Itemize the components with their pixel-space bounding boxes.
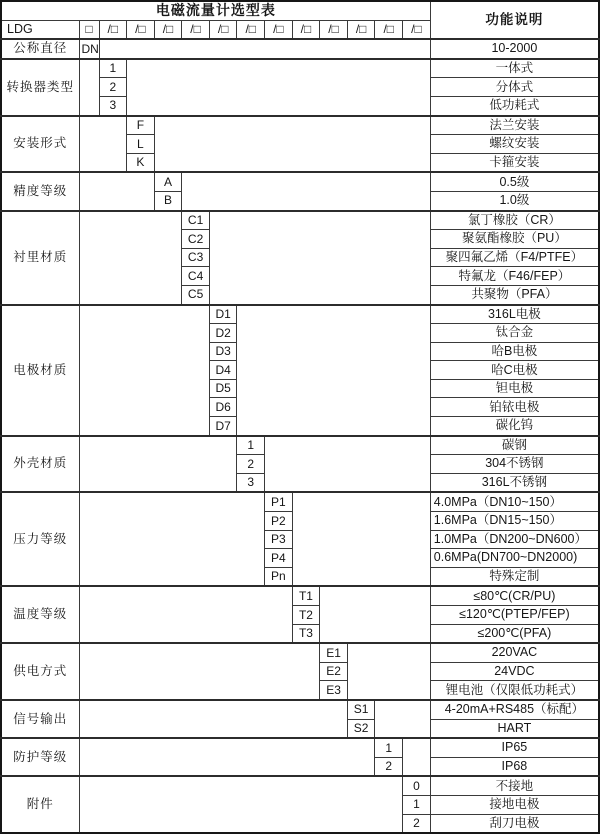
- spacer-cell: [375, 700, 430, 738]
- code-slot: /□: [127, 20, 155, 39]
- spacer-cell: [237, 305, 430, 436]
- option-desc: 分体式: [430, 78, 599, 97]
- option-code: 3: [237, 473, 265, 492]
- option-code: D3: [209, 342, 237, 361]
- option-code: C5: [182, 285, 210, 304]
- spacer-cell: [292, 492, 430, 586]
- option-desc: ≤80℃(CR/PU): [430, 586, 599, 605]
- category-row-installation: [1, 116, 599, 135]
- option-desc: 碳化钨: [430, 417, 599, 436]
- option-code: 0: [403, 776, 431, 795]
- option-desc: 1.0MPa（DN200~DN600）: [430, 530, 599, 549]
- category-label: 供电方式: [1, 643, 79, 700]
- option-desc: 4-20mA+RS485（标配）: [430, 700, 599, 719]
- spacer-cell: [79, 116, 127, 173]
- category-label: 外壳材质: [1, 436, 79, 493]
- option-desc: 共聚物（PFA）: [430, 285, 599, 304]
- code-slot: /□: [265, 20, 293, 39]
- option-code: 1: [99, 59, 127, 78]
- page-title: 电磁流量计选型表: [1, 1, 430, 20]
- code-box: □: [79, 20, 99, 39]
- option-desc: 10-2000: [430, 39, 599, 59]
- code-slot: /□: [99, 20, 127, 39]
- spacer-cell: [79, 586, 292, 643]
- option-desc: 钽电极: [430, 379, 599, 398]
- option-code: C2: [182, 230, 210, 249]
- option-code: P2: [265, 512, 293, 531]
- title-row: [1, 1, 599, 20]
- spacer-cell: [79, 59, 99, 116]
- category-row-protection: [1, 738, 599, 757]
- option-desc: 316L不锈钢: [430, 473, 599, 492]
- category-row-signal: [1, 700, 599, 719]
- option-code: E3: [320, 681, 348, 700]
- option-desc: 螺纹安装: [430, 135, 599, 154]
- function-column-header: 功能说明: [430, 1, 599, 39]
- option-code: 3: [99, 96, 127, 115]
- category-label: 转换器类型: [1, 59, 79, 116]
- option-desc: 304不锈钢: [430, 455, 599, 474]
- option-code: D4: [209, 361, 237, 380]
- option-desc: 聚氨酯橡胶（PU）: [430, 230, 599, 249]
- option-code: C1: [182, 211, 210, 230]
- spacer-cell: [99, 39, 430, 59]
- option-code: L: [127, 135, 155, 154]
- option-code: C3: [182, 248, 210, 267]
- option-desc: 碳钢: [430, 436, 599, 455]
- option-desc: 0.6MPa(DN700~DN2000): [430, 549, 599, 568]
- option-code: 1: [375, 738, 403, 757]
- code-slot: /□: [237, 20, 265, 39]
- option-desc: HART: [430, 719, 599, 738]
- option-code: D1: [209, 305, 237, 324]
- code-slot: /□: [347, 20, 375, 39]
- category-label: 信号输出: [1, 700, 79, 738]
- option-code: 1: [403, 795, 431, 814]
- option-code: 2: [403, 814, 431, 833]
- option-desc: 法兰安装: [430, 116, 599, 135]
- option-desc: 锂电池（仅限低功耗式）: [430, 681, 599, 700]
- category-row-accuracy: [1, 172, 599, 191]
- option-desc: ≤120℃(PTEP/FEP): [430, 606, 599, 625]
- option-desc: 卡箍安装: [430, 153, 599, 172]
- option-code: D7: [209, 417, 237, 436]
- option-desc: 316L电极: [430, 305, 599, 324]
- option-code: P1: [265, 492, 293, 511]
- option-desc: 特殊定制: [430, 567, 599, 586]
- option-desc: 一体式: [430, 59, 599, 78]
- option-desc: IP65: [430, 738, 599, 757]
- option-desc: 哈B电极: [430, 342, 599, 361]
- model-prefix: LDG: [1, 20, 79, 39]
- option-code: K: [127, 153, 155, 172]
- option-desc: 聚四氟乙烯（F4/PTFE）: [430, 248, 599, 267]
- code-slot: /□: [182, 20, 210, 39]
- option-desc: 0.5级: [430, 172, 599, 191]
- option-code: P3: [265, 530, 293, 549]
- option-code: S2: [347, 719, 375, 738]
- spacer-cell: [79, 700, 347, 738]
- spacer-cell: [79, 211, 182, 305]
- option-code: Pn: [265, 567, 293, 586]
- spacer-cell: [79, 436, 237, 493]
- category-label: 压力等级: [1, 492, 79, 586]
- option-desc: 1.0级: [430, 191, 599, 210]
- category-row-diameter: [1, 39, 599, 59]
- option-code: T2: [292, 606, 320, 625]
- code-slot: /□: [209, 20, 237, 39]
- option-code: 2: [99, 78, 127, 97]
- option-desc: 220VAC: [430, 643, 599, 662]
- option-desc: 氯丁橡胶（CR）: [430, 211, 599, 230]
- code-slot: /□: [320, 20, 348, 39]
- spacer-cell: [79, 305, 209, 436]
- spacer-cell: [209, 211, 430, 305]
- option-code: 1: [237, 436, 265, 455]
- option-desc: 接地电极: [430, 795, 599, 814]
- option-code: F: [127, 116, 155, 135]
- spacer-cell: [79, 492, 265, 586]
- category-label: 防护等级: [1, 738, 79, 776]
- option-code: 2: [237, 455, 265, 474]
- option-desc: 哈C电极: [430, 361, 599, 380]
- option-code: A: [154, 172, 182, 191]
- option-desc: 1.6MPa（DN15~150）: [430, 512, 599, 531]
- category-label: 公称直径: [1, 39, 79, 59]
- option-desc: 钛合金: [430, 324, 599, 343]
- option-code: 2: [375, 757, 403, 776]
- option-code: T3: [292, 624, 320, 643]
- option-desc: 低功耗式: [430, 96, 599, 115]
- category-row-electrode: [1, 305, 599, 324]
- spacer-cell: [79, 172, 154, 210]
- category-label: 精度等级: [1, 172, 79, 210]
- spacer-cell: [79, 738, 375, 776]
- option-code: T1: [292, 586, 320, 605]
- spacer-cell: [265, 436, 431, 493]
- option-desc: 特氟龙（F46/FEP）: [430, 267, 599, 286]
- spacer-cell: [347, 643, 430, 700]
- category-label: 衬里材质: [1, 211, 79, 305]
- spacer-cell: [182, 172, 431, 210]
- category-row-accessory: [1, 776, 599, 795]
- option-desc: 刮刀电极: [430, 814, 599, 833]
- option-code: E1: [320, 643, 348, 662]
- category-row-pressure: [1, 492, 599, 511]
- spacer-cell: [154, 116, 430, 173]
- option-desc: 24VDC: [430, 662, 599, 681]
- spacer-cell: [320, 586, 431, 643]
- option-code: DN: [79, 39, 99, 59]
- spacer-cell: [79, 643, 320, 700]
- code-slot: /□: [403, 20, 431, 39]
- option-code: S1: [347, 700, 375, 719]
- category-row-temperature: [1, 586, 599, 605]
- option-code: P4: [265, 549, 293, 568]
- category-row-housing: [1, 436, 599, 455]
- category-row-converter: [1, 59, 599, 78]
- category-label: 温度等级: [1, 586, 79, 643]
- option-code: B: [154, 191, 182, 210]
- spacer-cell: [403, 738, 431, 776]
- option-code: E2: [320, 662, 348, 681]
- option-desc: 4.0MPa（DN10~150）: [430, 492, 599, 511]
- option-code: D2: [209, 324, 237, 343]
- option-desc: IP68: [430, 757, 599, 776]
- code-slot: /□: [375, 20, 403, 39]
- code-slot: /□: [154, 20, 182, 39]
- category-label: 附件: [1, 776, 79, 833]
- option-code: C4: [182, 267, 210, 286]
- option-desc: ≤200℃(PFA): [430, 624, 599, 643]
- spacer-cell: [127, 59, 431, 116]
- category-label: 安装形式: [1, 116, 79, 173]
- option-code: D6: [209, 398, 237, 417]
- option-code: D5: [209, 379, 237, 398]
- category-row-lining: [1, 211, 599, 230]
- category-row-power: [1, 643, 599, 662]
- code-slot: /□: [292, 20, 320, 39]
- spacer-cell: [79, 776, 403, 833]
- category-label: 电极材质: [1, 305, 79, 436]
- option-desc: 不接地: [430, 776, 599, 795]
- option-desc: 铂铱电极: [430, 398, 599, 417]
